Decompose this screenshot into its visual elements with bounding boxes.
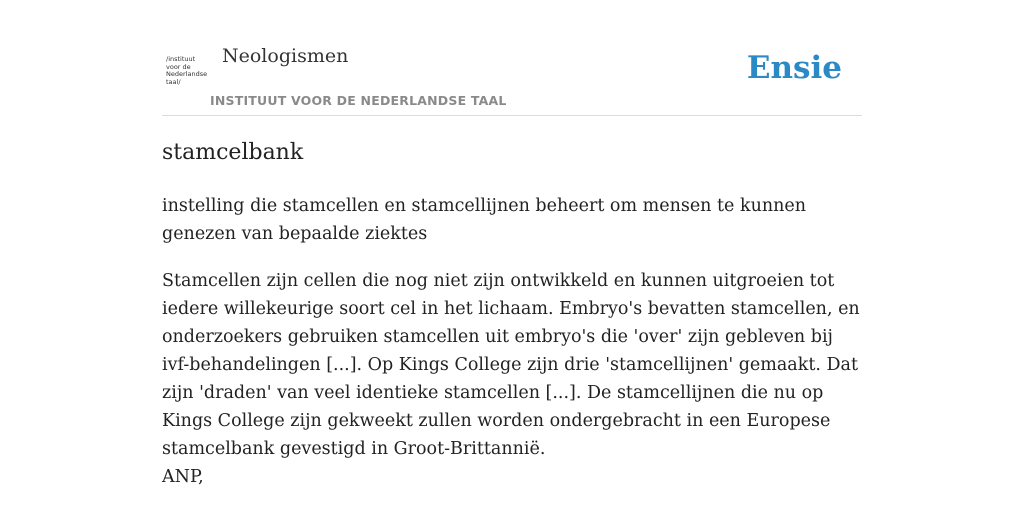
- logo-line: /instituut: [166, 55, 196, 63]
- logo-line: Nederlandse: [166, 70, 208, 78]
- header: [162, 0, 862, 116]
- quote-source: ANP,: [162, 467, 204, 487]
- institute-logo[interactable]: [166, 56, 208, 90]
- quote-block: [162, 267, 862, 491]
- brand-logo[interactable]: Ensie: [746, 50, 842, 86]
- entry-card: [162, 0, 862, 512]
- definition: instelling die stamcellen en stamcellijnen beheert om mensen te kunnen genezen van bepaalde ziektes: [162, 196, 807, 244]
- logo-line: taal/: [166, 77, 181, 86]
- quote-text: Stamcellen zijn cellen die nog niet zijn ontwikkeld en kunnen uitgroeien tot iedere willekeurige soort cel in het lichaam. Embryo's bevatten stamcellen, en onderzoekers gebruiken stamcellen uit embryo's die 'over' zijn gebleven bij ivf-behandelingen [...]. Op Kings College zijn drie 'stamcellijnen' gemaakt. Dat zijn 'draden' van veel identieke stamcellen [...]. De stamcellijnen die nu op Kings College zijn gekweekt zullen worden ondergebracht in een Europese stamcelbank gevestigd in Groot-Brittannië.: [162, 271, 860, 459]
- logo-line: voor de: [166, 62, 191, 71]
- institute-name: INSTITUUT VOOR DE NEDERLANDSE TAAL: [210, 93, 507, 108]
- dictionary-title[interactable]: Neologismen: [222, 45, 349, 67]
- headword: stamcelbank: [162, 140, 304, 165]
